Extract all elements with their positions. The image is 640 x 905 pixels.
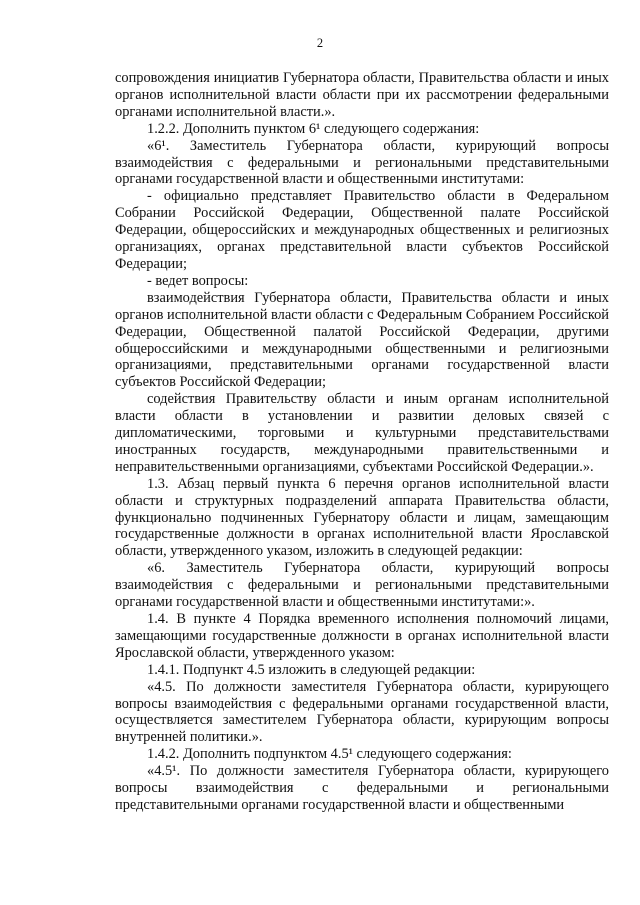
paragraph: 1.4.1. Подпункт 4.5 изложить в следующей редакции: (147, 661, 476, 678)
paragraph: «6. Заместитель Губернатора области, курирующий вопросы взаимодействия с федеральными и региональными представительными органами государственной власти и общественными институтами:». (115, 560, 609, 611)
paragraph: «6¹. Заместитель Губернатора области, курирующий вопросы взаимодействия с федеральными и региональными представительными органами государственной власти и общественными институтами: (115, 137, 609, 188)
paragraph: взаимодействия Губернатора области, Правительства области и иных органов исполнительной власти области с Федеральным Собранием Российской Федерации, Общественной палатой Российской Федерации, другими общероссийскими и международными общественными и религиозными организациями, представительными органами государственной власти субъектов Российской Федерации; (115, 289, 609, 391)
paragraph: содействия Правительству области и иным органам исполнительной власти области в установлении и развитии деловых связей с дипломатическими, торговыми и культурными представительствами иностранных государств, международными правительственными и неправительственными организациями, субъектами Российской Федерации.». (115, 391, 609, 475)
document-body (115, 70, 609, 814)
paragraph: 1.2.2. Дополнить пунктом 6¹ следующего содержания: (147, 120, 480, 137)
paragraph: 1.4.2. Дополнить подпунктом 4.5¹ следующего содержания: (147, 746, 512, 763)
paragraph: 1.3. Абзац первый пункта 6 перечня органов исполнительной власти области и структурных подразделений аппарата Правительства области, функционально подчиненных Губернатору области и лицам, замещающим государственные должности в органах исполнительной власти Ярославской области, утвержденного указом, изложить в следующей редакции: (115, 475, 609, 560)
paragraph: «4.5¹. По должности заместителя Губернатора области, курирующего вопросы взаимодействия с федеральными и региональными представительными органами государственной власти и общественными (115, 763, 609, 813)
paragraph: «4.5. По должности заместителя Губернатора области, курирующего вопросы взаимодействия с федеральными органами государственной власти, осуществляется заместителем Губернатора области, курирующим вопросы внутренней политики.». (115, 678, 609, 746)
page-number: 2 (316, 36, 324, 50)
paragraph: - официально представляет Правительство области в Федеральном Собрании Российской Федерации, Общественной палате Российской Федерации, общероссийских и международных общественных и религиозных организациях, органах представительной власти субъектов Российской Федерации; (115, 188, 609, 272)
paragraph: - ведет вопросы: (147, 272, 249, 289)
paragraph: 1.4. В пункте 4 Порядка временного исполнения полномочий лицами, замещающими государственные должности в органах исполнительной власти Ярославской области, утвержденного указом: (115, 611, 609, 661)
paragraph: сопровождения инициатив Губернатора области, Правительства области и иных органов исполнительной власти области при их рассмотрении федеральными органами исполнительной власти.». (115, 70, 609, 120)
